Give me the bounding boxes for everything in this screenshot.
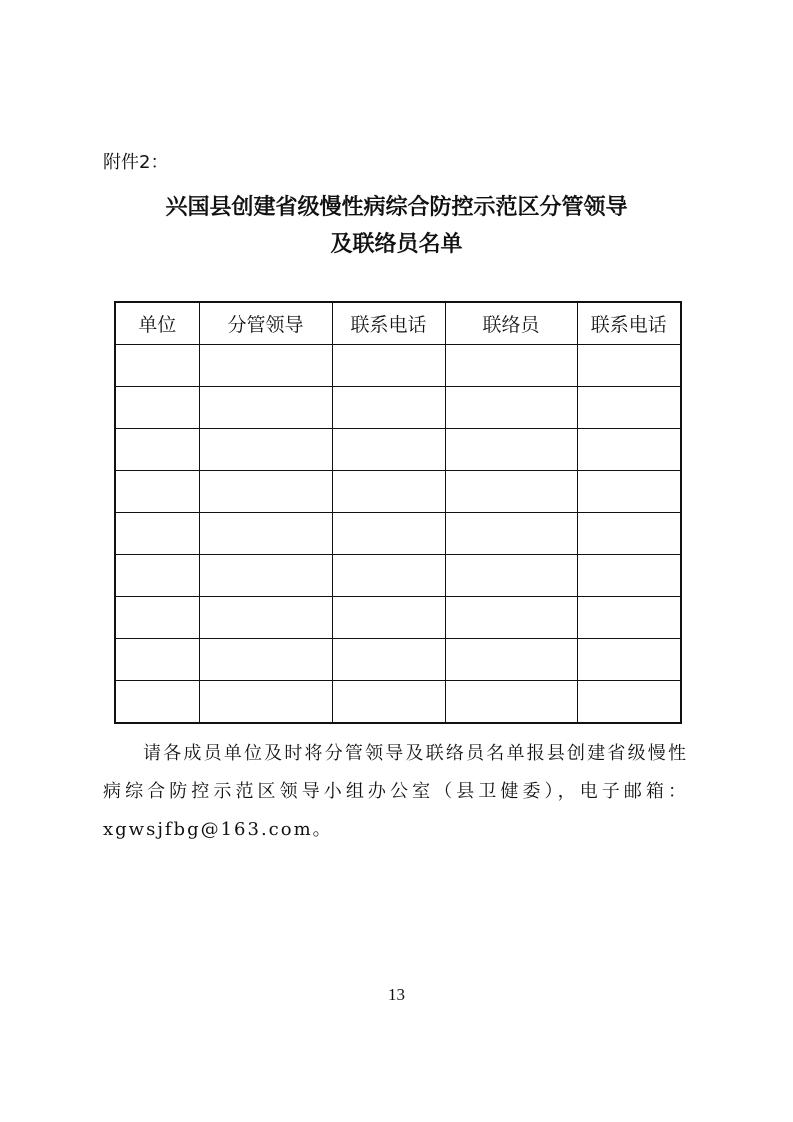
liaison-phone-cell <box>577 471 681 513</box>
submission-note: 请各成员单位及时将分管领导及联络员名单报县创建省级慢性病综合防控示范区领导小组办公室（县卫健委），电子邮箱：xgwsjfbg@163.com。 <box>103 743 688 840</box>
liaison-cell <box>445 471 577 513</box>
table-row <box>115 639 681 681</box>
unit-cell <box>115 681 199 724</box>
unit-cell <box>115 639 199 681</box>
leader-cell <box>199 597 332 639</box>
leader-phone-cell <box>332 387 445 429</box>
header-unit: 单位 <box>115 302 199 345</box>
unit-cell <box>115 387 199 429</box>
leader-cell <box>199 639 332 681</box>
table-row <box>115 387 681 429</box>
liaison-cell <box>445 387 577 429</box>
header-liaison-phone: 联系电话 <box>577 302 681 345</box>
leader-cell <box>199 513 332 555</box>
table-row <box>115 597 681 639</box>
liaison-cell <box>445 345 577 387</box>
document-title-line-1: 兴国县创建省级慢性病综合防控示范区分管领导 <box>165 194 628 220</box>
header-liaison: 联络员 <box>445 302 577 345</box>
leader-cell <box>199 555 332 597</box>
liaison-cell <box>445 555 577 597</box>
unit-cell <box>115 597 199 639</box>
table-row <box>115 429 681 471</box>
liaison-cell <box>445 597 577 639</box>
table-row <box>115 513 681 555</box>
leader-cell <box>199 345 332 387</box>
leader-cell <box>199 387 332 429</box>
leader-phone-cell <box>332 681 445 724</box>
leader-phone-cell <box>332 639 445 681</box>
leader-phone-cell <box>332 471 445 513</box>
unit-cell <box>115 429 199 471</box>
table-row <box>115 471 681 513</box>
page-number: 13 <box>388 985 405 1004</box>
unit-cell <box>115 555 199 597</box>
liaison-phone-cell <box>577 345 681 387</box>
unit-cell <box>115 471 199 513</box>
leader-phone-cell <box>332 345 445 387</box>
leader-phone-cell <box>332 429 445 471</box>
liaison-phone-cell <box>577 681 681 724</box>
unit-cell <box>115 513 199 555</box>
leader-phone-cell <box>332 597 445 639</box>
liaison-cell <box>445 639 577 681</box>
leader-cell <box>199 429 332 471</box>
liaison-phone-cell <box>577 513 681 555</box>
roster-table <box>114 301 682 724</box>
leader-cell <box>199 471 332 513</box>
table-row <box>115 345 681 387</box>
attachment-label: 附件2： <box>103 152 169 173</box>
table-header-row <box>115 302 681 345</box>
table-row <box>115 555 681 597</box>
header-leader: 分管领导 <box>199 302 332 345</box>
leader-phone-cell <box>332 513 445 555</box>
liaison-cell <box>445 429 577 471</box>
table-row <box>115 681 681 724</box>
liaison-phone-cell <box>577 387 681 429</box>
liaison-phone-cell <box>577 639 681 681</box>
header-leader-phone: 联系电话 <box>332 302 445 345</box>
liaison-cell <box>445 513 577 555</box>
leader-phone-cell <box>332 555 445 597</box>
leader-cell <box>199 681 332 724</box>
table-body <box>115 345 681 724</box>
liaison-phone-cell <box>577 555 681 597</box>
liaison-phone-cell <box>577 429 681 471</box>
document-title-line-2: 及联络员名单 <box>330 231 463 257</box>
unit-cell <box>115 345 199 387</box>
liaison-cell <box>445 681 577 724</box>
liaison-phone-cell <box>577 597 681 639</box>
